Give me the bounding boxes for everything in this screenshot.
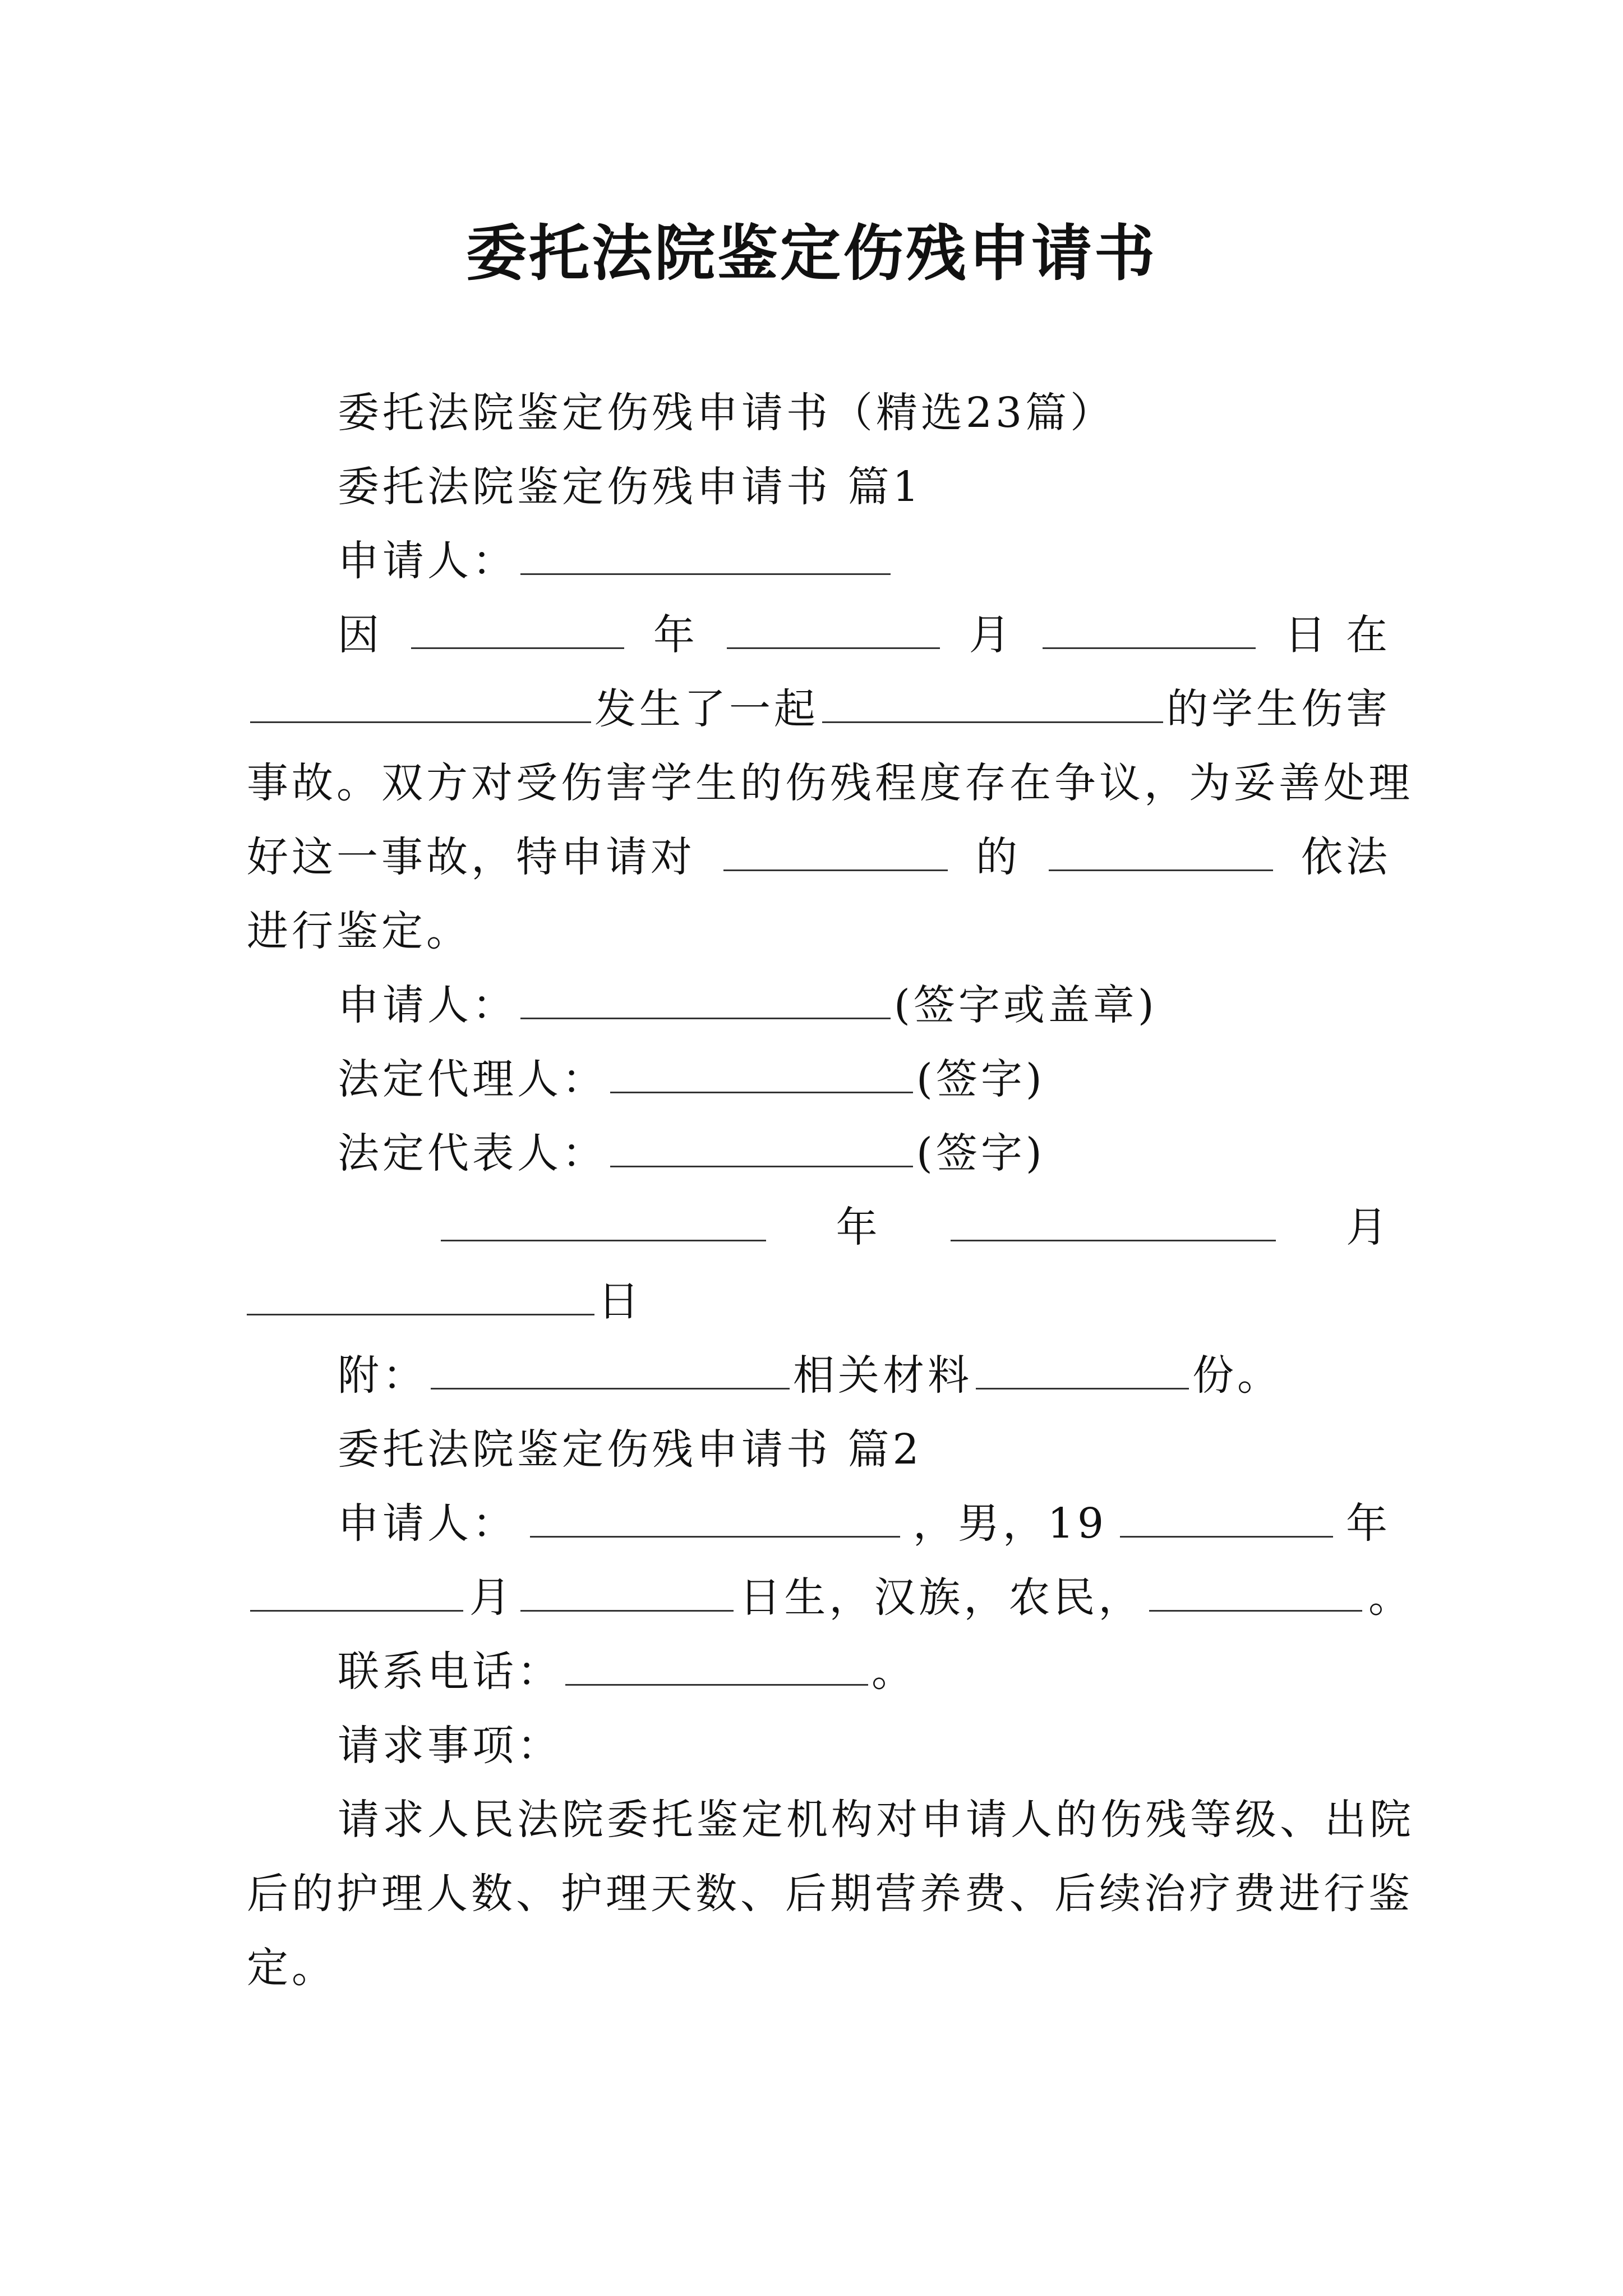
- legal-agent-blank: [610, 1058, 913, 1093]
- item-blank: [1049, 836, 1273, 871]
- body-line: 请求人民法院委托鉴定机构对申请人的伤残等级、出院: [338, 1796, 1414, 1844]
- applicant-label: 申请人：: [338, 537, 517, 585]
- signature-label: 申请人：: [338, 981, 517, 1029]
- sign-year-blank: [441, 1206, 766, 1241]
- incident-line: [247, 671, 1391, 747]
- birth-day-blank: [520, 1576, 734, 1612]
- signature-line: [247, 967, 1391, 1043]
- phone-blank: [565, 1650, 868, 1686]
- request-line: [247, 819, 1391, 895]
- legal-agent-note: (签字): [916, 1055, 1045, 1103]
- section-heading-2: 委托法院鉴定伤残申请书 篇2: [338, 1425, 923, 1474]
- attachment-line: [247, 1337, 1391, 1414]
- section-heading-1: 委托法院鉴定伤残申请书 篇1: [338, 463, 923, 511]
- sign-day-line: [247, 1263, 1391, 1340]
- phone-end: 。: [872, 1648, 916, 1696]
- body-line: 定。: [247, 1944, 336, 1992]
- month-label: 月: [969, 611, 1014, 659]
- sign-day-label: 日: [598, 1277, 643, 1326]
- birth-year-label: 年: [1345, 1499, 1391, 1548]
- day-label: 日 在: [1284, 611, 1391, 659]
- incident-blank: [822, 688, 1163, 723]
- request-legal: 依法: [1301, 833, 1391, 881]
- target-blank: [723, 836, 948, 871]
- month-blank: [727, 614, 940, 649]
- applicant2-label: 申请人：: [338, 1499, 517, 1548]
- phone-line: [247, 1634, 1391, 1710]
- birth-year-blank: [1120, 1502, 1333, 1538]
- attachment-blank: [431, 1354, 790, 1389]
- birth-month-blank: [250, 1576, 463, 1612]
- legal-rep-blank: [610, 1132, 913, 1167]
- sign-month-label: 月: [1345, 1203, 1391, 1251]
- incident-text: 发生了一起: [594, 685, 819, 733]
- year-label: 年: [653, 611, 698, 659]
- incident-type-text: 的学生伤害: [1166, 685, 1391, 733]
- body-line: 事故。双方对受伤害学生的伤残程度存在争议，为妥善处理: [247, 759, 1413, 807]
- day-blank: [1043, 614, 1256, 649]
- date-prefix: 因: [338, 611, 382, 659]
- birth-end: 。: [1368, 1573, 1413, 1622]
- attachment-label: 附：: [338, 1351, 427, 1400]
- birth-line: [247, 1559, 1413, 1636]
- location-blank: [250, 688, 591, 723]
- body-line: 后的护理人数、护理天数、后期营养费、后续治疗费进行鉴: [247, 1870, 1413, 1918]
- birth-month-label: 月: [469, 1573, 514, 1622]
- attachment-count-blank: [976, 1354, 1189, 1389]
- applicant2-info: ，男，19: [912, 1499, 1108, 1548]
- address-blank: [1149, 1576, 1362, 1612]
- sign-month-blank: [951, 1206, 1276, 1241]
- applicant2-line: [247, 1485, 1391, 1562]
- attachment-unit: 份。: [1192, 1351, 1282, 1400]
- year-blank: [411, 614, 624, 649]
- attachment-text: 相关材料: [793, 1351, 972, 1400]
- legal-rep-note: (签字): [916, 1129, 1045, 1177]
- claims-heading: 请求事项：: [338, 1722, 562, 1770]
- applicant-blank: [520, 540, 891, 575]
- sign-day-blank: [247, 1280, 594, 1315]
- document-title: 委托法院鉴定伤残申请书: [465, 218, 1157, 289]
- birth-info: 日生，汉族，农民，: [739, 1573, 1144, 1622]
- subtitle-line: 委托法院鉴定伤残申请书（精选23篇）: [338, 389, 1115, 437]
- body-line: 进行鉴定。: [247, 907, 471, 955]
- legal-agent-line: [247, 1041, 1391, 1117]
- request-text: 好这一事故，特申请对: [247, 833, 695, 881]
- phone-label: 联系电话：: [338, 1648, 562, 1696]
- signature-blank: [520, 984, 891, 1019]
- sign-date-line: [247, 1189, 1391, 1266]
- applicant-line: [247, 523, 1391, 599]
- signature-note: (签字或盖章): [894, 981, 1158, 1029]
- legal-agent-label: 法定代理人：: [338, 1055, 607, 1103]
- legal-rep-line: [247, 1115, 1391, 1191]
- applicant2-name-blank: [530, 1502, 900, 1538]
- sign-year-label: 年: [836, 1203, 881, 1251]
- legal-rep-label: 法定代表人：: [338, 1129, 607, 1177]
- date-line: [247, 597, 1391, 673]
- request-of: 的: [976, 833, 1021, 881]
